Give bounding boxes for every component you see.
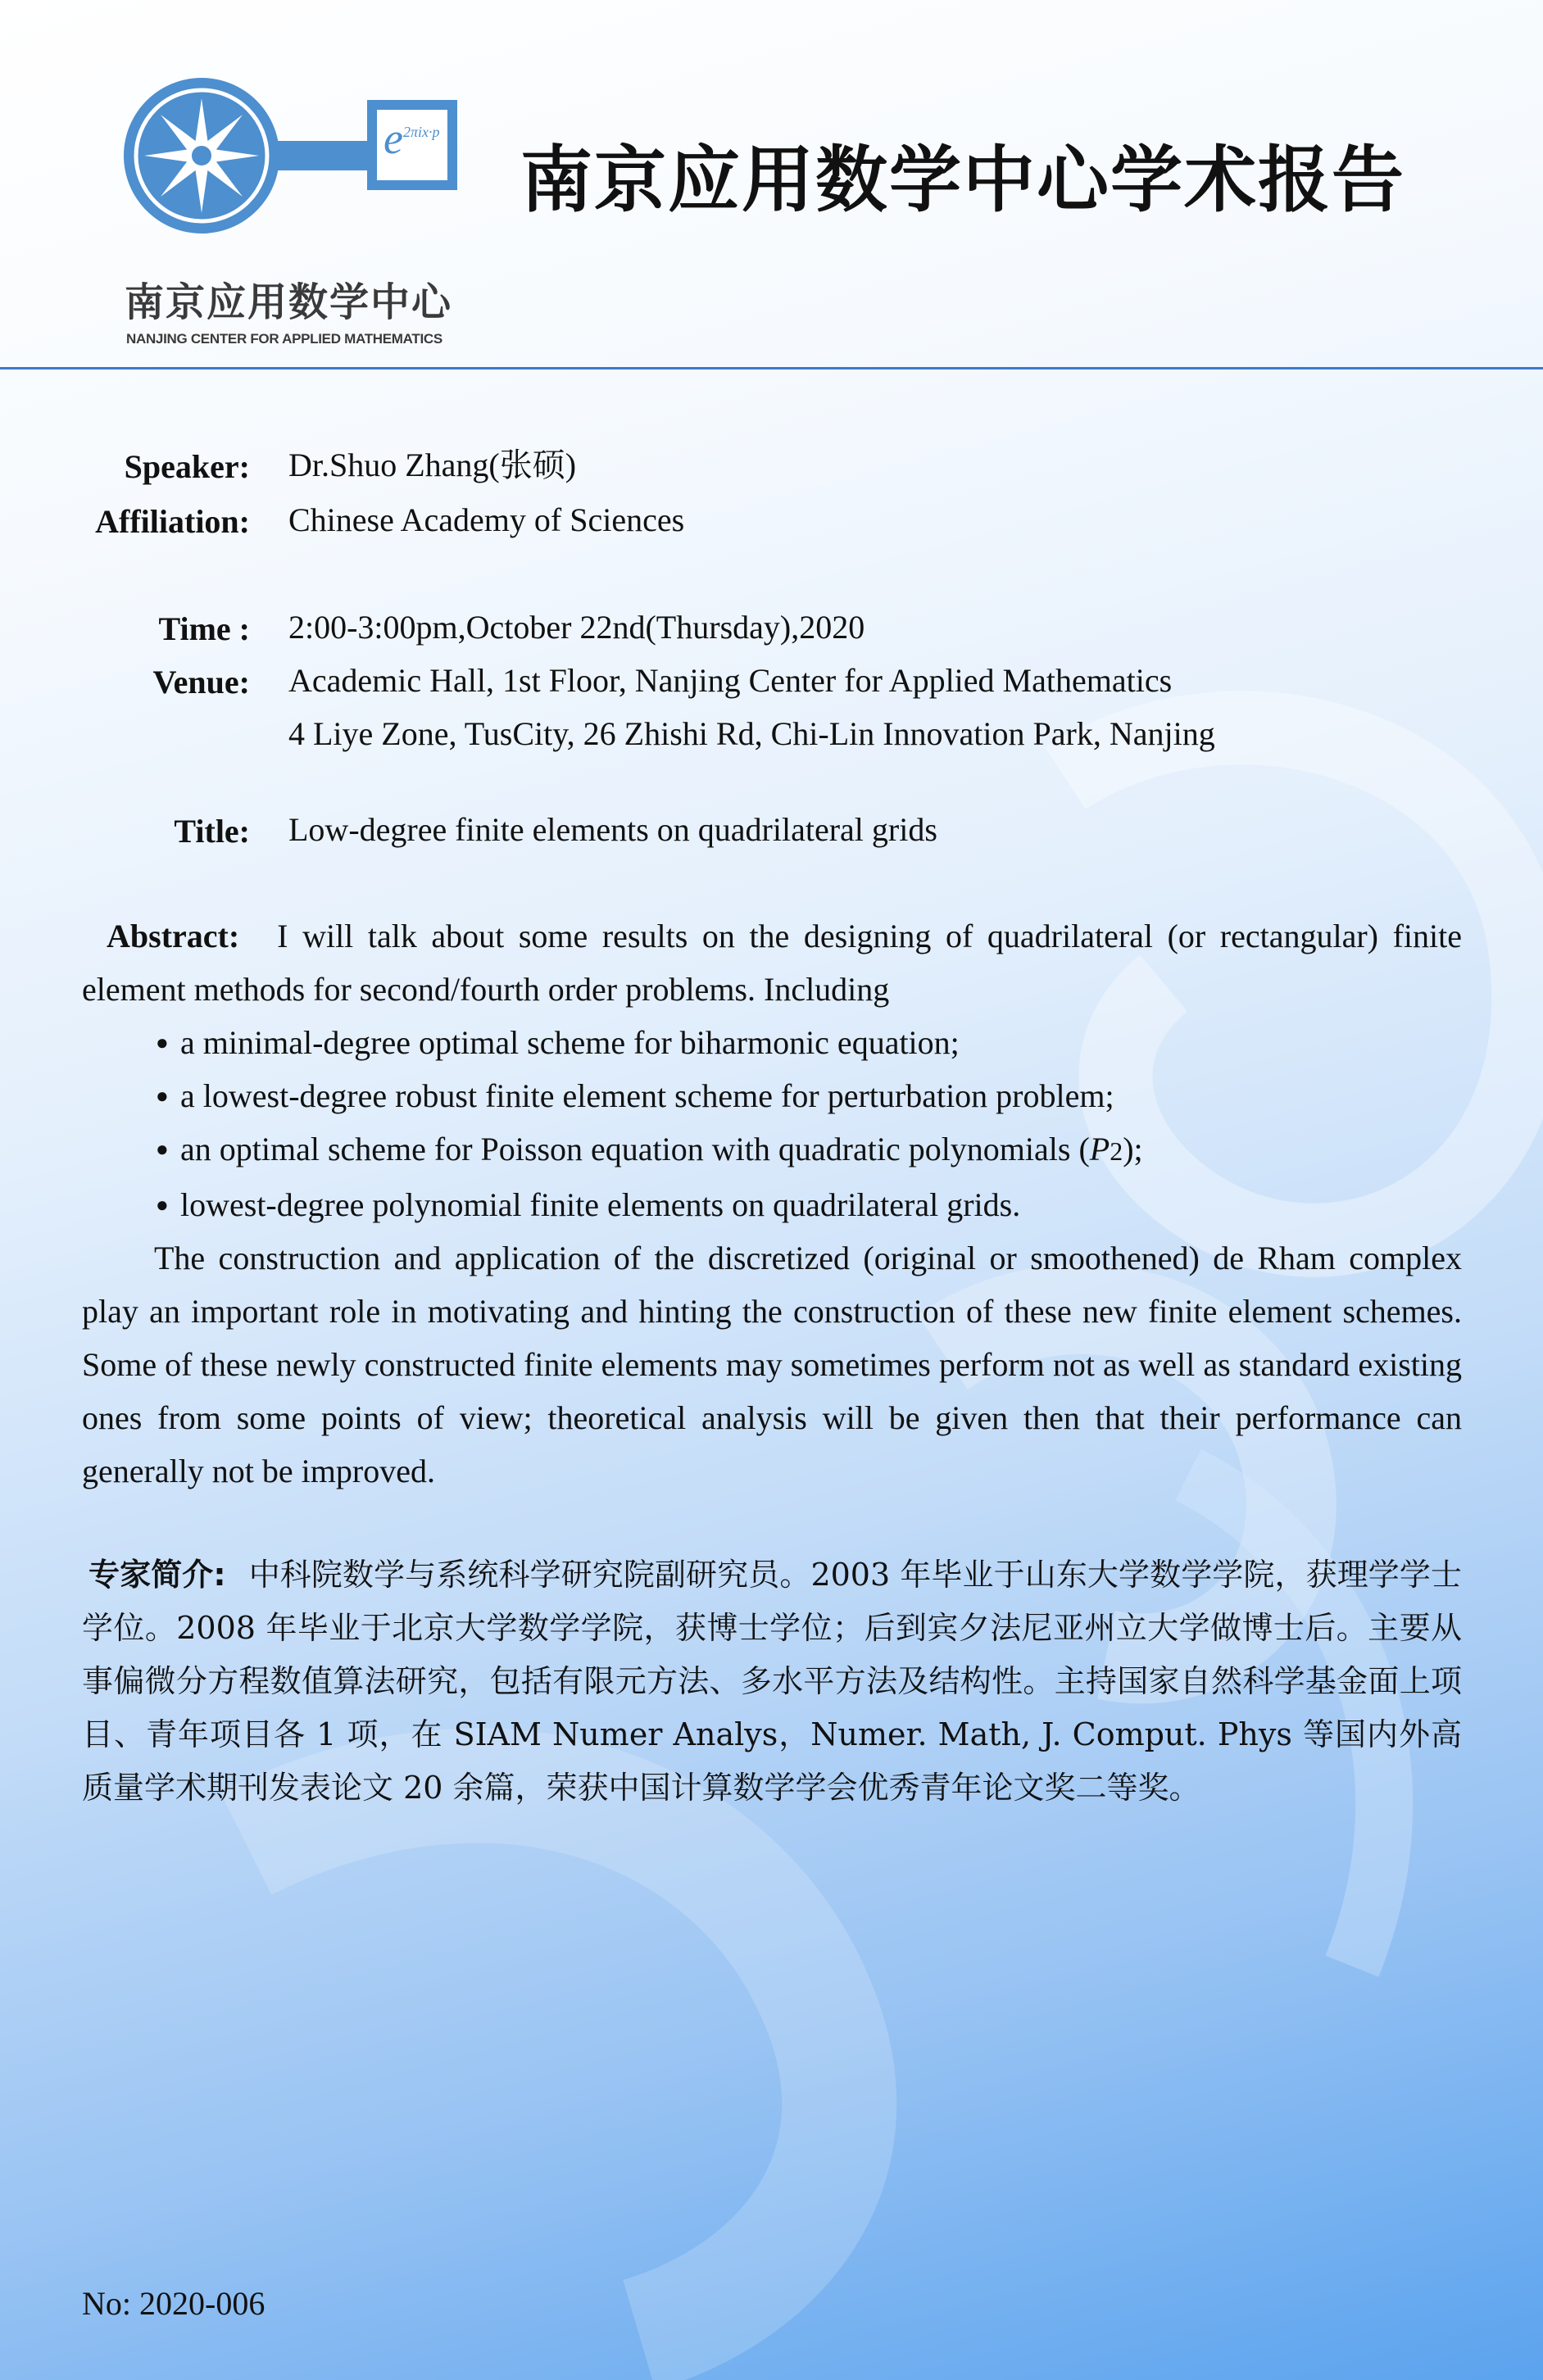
affiliation-value: Chinese Academy of Sciences: [288, 501, 685, 538]
abstract-label: Abstract:: [107, 918, 240, 954]
speaker-value: Dr.Shuo Zhang(张硕): [288, 447, 577, 483]
bio-text: 中科院数学与系统科学研究院副研究员。2003 年毕业于山东大学数学学院，获理学学士学位。2008 年毕业于北京大学数学学院，获博士学位；后到宾夕法尼亚州立大学做博士后。主要从事偏微分方程数值算法研究，包括有限元方法、多水平方法及结构性。主持国家自然科学基金面上项目、青年项目各 1 项，在 SIAM Numer Analys，Numer. Math, J. Comput. Phys 等国内外高质量学术期刊发表论文 20 余篇，荣获中国计算数学学会优秀青年论文奖二等奖。: [82, 1557, 1462, 1806]
page-title: 南京应用数学中心学术报告: [520, 138, 1406, 222]
header-divider: [0, 367, 1543, 369]
venue-line-2: 4 Liye Zone, TusCity, 26 Zhishi Rd, Chi-Lin Innovation Park, Nanjing: [288, 715, 1215, 752]
time-label: Time :: [158, 610, 250, 647]
logo-english-name: NANJING CENTER FOR APPLIED MATHEMATICS: [126, 331, 442, 347]
bullet-text: a lowest-degree robust finite element scheme for perturbation problem;: [180, 1077, 1114, 1114]
venue-line-1: Academic Hall, 1st Floor, Nanjing Center for Applied Mathematics: [288, 662, 1173, 699]
title-label: Title:: [174, 813, 250, 850]
math-subscript: 2: [1110, 1136, 1123, 1166]
list-item: [156, 1016, 1462, 1069]
list-item: [156, 1069, 1462, 1122]
header: [0, 0, 1543, 370]
list-item: [156, 1122, 1462, 1178]
venue-label: Venue:: [152, 664, 250, 700]
bio-label: 专家简介:: [88, 1557, 226, 1593]
bullet-tail: );: [1123, 1131, 1143, 1167]
logo-chinese-name: 南京应用数学中心: [125, 279, 453, 325]
abstract-intro: [82, 909, 1462, 1016]
logo-formula: $e^{2\pi ix\cdot p}$: [383, 114, 440, 163]
bullet-text: a minimal-degree optimal scheme for biharmonic equation;: [180, 1024, 960, 1061]
bullet-text: an optimal scheme for Poisson equation with quadratic polynomials (: [180, 1131, 1090, 1167]
report-number: No: 2020-006: [82, 2285, 265, 2322]
abstract-section: [82, 909, 1462, 1498]
list-item: [156, 1178, 1462, 1231]
abstract-bullet-list: [82, 1016, 1462, 1231]
math-p: P: [1089, 1131, 1110, 1167]
bullet-text: lowest-degree polynomial finite elements on quadrilateral grids.: [180, 1186, 1021, 1223]
talk-title: Low-degree finite elements on quadrilateral grids: [288, 811, 937, 848]
affiliation-label: Affiliation:: [95, 503, 250, 540]
abstract-body: The construction and application of the discretized (original or smoothened) de Rham complex play an important role in motivating and hinting the construction of these new finite element schemes. Some of these newly constructed finite elements may sometimes perform not as well as standard existing ones from some points of view; theoretical analysis will be given then that their performance can generally not be improved.: [82, 1240, 1462, 1489]
speaker-bio-section: [82, 1548, 1462, 1815]
abstract-intro-text: I will talk about some results on the designing of quadrilateral (or rectangular) finite element methods for second/fourth order problems. Including: [82, 918, 1462, 1008]
time-value: 2:00-3:00pm,October 22nd(Thursday),2020: [288, 609, 865, 646]
speaker-label: Speaker:: [124, 448, 250, 485]
